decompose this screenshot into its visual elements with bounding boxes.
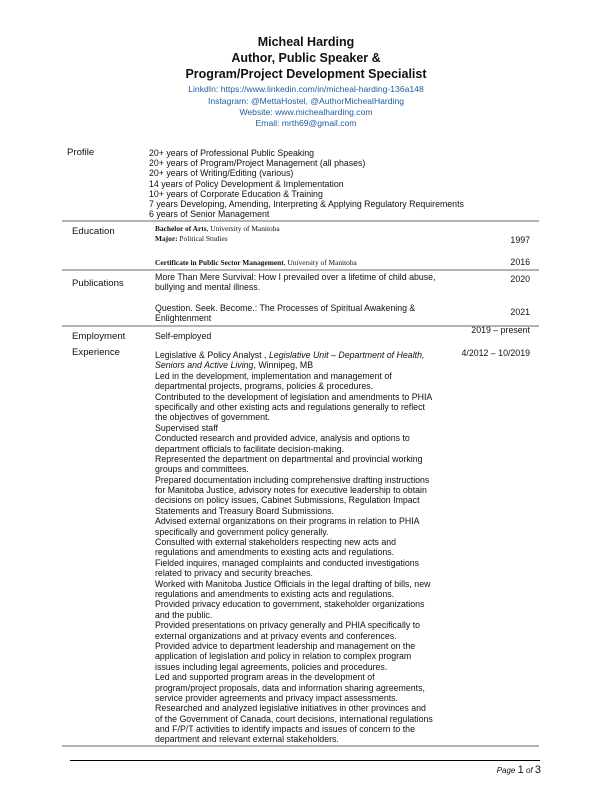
page-number: Page 1 of 3 bbox=[496, 764, 541, 776]
job-duty-line: Supervised staff bbox=[155, 422, 218, 433]
job-title-1: Self-employed bbox=[155, 331, 212, 341]
footer-rule bbox=[70, 760, 540, 761]
job-duty-line: program/project proposals, data and information sharing agreements, bbox=[155, 682, 425, 693]
linkedin-link[interactable]: LinkdIn: https://www.linkedin.com/in/micheal-harding-136a148 bbox=[188, 84, 424, 94]
job-duty-line: Represented the department on departmental and provincial working bbox=[155, 453, 423, 464]
profile-item: 7 years Developing, Amending, Interpreting & Applying Regulatory Requirements bbox=[149, 199, 464, 210]
section-divider bbox=[62, 220, 539, 222]
job-duty-line: Led in the development, implementation and management of bbox=[155, 370, 392, 381]
job-duty-line: issues including legal agreements, policies and procedures. bbox=[155, 661, 388, 672]
job-duty-line: Consulted with external stakeholders respecting new acts and bbox=[155, 537, 397, 548]
job-duty-line: Advised external organizations on their programs in relation to PHIA bbox=[155, 516, 420, 527]
education-degree-1: Bachelor of Arts, University of Manitoba bbox=[155, 224, 280, 233]
job-duty-line: Conducted research and provided advice, analysis and options to bbox=[155, 433, 410, 444]
publications-label: Publications bbox=[72, 278, 124, 289]
job-duty-line: Fielded inquires, managed complaints and conducted investigations bbox=[155, 557, 420, 568]
section-divider bbox=[62, 325, 539, 327]
job-duty-line: regulations and amendments to existing acts and regulations. bbox=[155, 547, 395, 558]
profile-list bbox=[149, 148, 464, 219]
job-duty-line: groups and committees. bbox=[155, 464, 249, 475]
job-duty-line: department officials to facilitate decision-making. bbox=[155, 443, 345, 454]
job-dates-1: 2019 – present bbox=[471, 325, 530, 335]
job-duty-line: Prepared documentation including comprehensive drafting instructions bbox=[155, 474, 430, 485]
job-duty-line: application of legislation and policy in relation to complex program bbox=[155, 651, 412, 662]
profile-item: 10+ years of Corporate Education & Training bbox=[149, 188, 323, 199]
profile-item: 20+ years of Writing/Editing (various) bbox=[149, 168, 294, 179]
job-duty-line: Led and supported program areas in the development of bbox=[155, 672, 375, 683]
job-duty-line: Statements and Treasury Board Submissions. bbox=[155, 505, 334, 516]
education-year-1: 1997 bbox=[510, 235, 530, 245]
employment-label: Employment bbox=[72, 331, 126, 342]
job-duty-line: and F/P/T activities to identify impacts and issues of concern to the bbox=[155, 724, 415, 735]
job-2-description: Legislative & Policy Analyst , Legislative Unit – Department of Health, Seniors and Active Living, Winnipeg, MB Led in the development, implementation and management of departmental projects, programs, policies & procedures. Contributed to the development of legislation and amendments to PHIA specifically and other existing acts and regulations generally to reflect the objectives of government. Supervised staff Conducted research and provided advice, analysis and options to department officials to facilitate decision-making. Represented the department on departmental and provincial working groups and committees. Prepared documentation including comprehensive drafting instructions for Manitoba Justice, advisory notes for executive leadership to obtain decisions on policy issues, Cabinet Submissions, Regulation Impact Statements and Treasury Board Submissions. Advised external organizations on their programs in relation to PHIA specifically and government policy generally. Consulted with external stakeholders respecting new acts and regulations and amendments to existing acts and regulations. Fielded inquires, managed complaints and conducted investigations related to privacy and security breaches. Worked with Manitoba Justice Officials in the legal drafting of bills, new regulations and amendments to existing acts and regulations. Provided privacy education to government, stakeholder organizations and the public. Provided presentations on privacy generally and PHIA specifically to external organizations and at privacy events and conferences. Provided advice to department leadership and management on the application of legislation and policy in relation to complex program issues including legal agreements, policies and procedures. Led and supported program areas in the development of program/project proposals, data and information sharing agreements, service provider agreements and privacy impact assessments. Researched and analyzed legislative initiatives in other provinces and of the Government of Canada, court decisions, international regulations and F/P/T activities to identify impacts and issues of concern to the department and relevant external stakeholders. bbox=[155, 350, 433, 745]
job-duty-line: Worked with Manitoba Justice Officials in the legal drafting of bills, new bbox=[155, 578, 431, 589]
job-duty-line: for Manitoba Justice, advisory notes for executive leadership to obtain bbox=[155, 485, 427, 496]
education-degree-2: Certificate in Public Sector Management, University of Manitoba bbox=[155, 258, 357, 267]
job-duty-line: Researched and analyzed legislative initiatives in other provinces and bbox=[155, 703, 426, 714]
experience-label: Experience bbox=[72, 347, 120, 358]
instagram-link[interactable]: Instagram: @MettaHostel, @AuthorMichealHarding bbox=[207, 96, 405, 106]
website-link[interactable]: Website: www.michealharding.com bbox=[239, 107, 373, 117]
job-duty-line: specifically and other existing acts and regulations generally to reflect bbox=[155, 401, 425, 412]
job-duty-line: the objectives of government. bbox=[155, 412, 270, 423]
job-duty-line: Provided presentations on privacy generally and PHIA specifically to bbox=[155, 620, 421, 631]
job-duty-line: and the public. bbox=[155, 609, 213, 620]
job-duty-line: Contributed to the development of legislation and amendments to PHIA bbox=[155, 391, 433, 402]
job-duty-line: of the Government of Canada, court decisions, international regulations bbox=[155, 713, 433, 724]
profile-item: 20+ years of Professional Public Speaking bbox=[149, 148, 315, 158]
job-duty-line: departmental projects, programs, policies & procedures. bbox=[155, 381, 374, 392]
job-duty-line: decisions on policy issues, Cabinet Submissions, Regulation Impact bbox=[155, 495, 420, 506]
job-duty-line: Provided advice to department leadership and management on the bbox=[155, 640, 416, 651]
job-duty-line: external organizations and at privacy events and conferences. bbox=[155, 630, 397, 641]
publication-year-1: 2020 bbox=[510, 274, 530, 284]
publication-1: More Than Mere Survival: How I prevailed over a lifetime of child abuse, bullying and mental illness. bbox=[155, 272, 436, 293]
job-duty-line: related to privacy and security breaches. bbox=[155, 568, 313, 579]
job-duty-line: department and relevant external stakeholders. bbox=[155, 734, 339, 745]
publication-2: Question. Seek. Become.: The Processes of Spiritual Awakening & Enlightenment bbox=[155, 303, 416, 324]
job-duty-line: regulations and amendments to existing acts and regulations. bbox=[155, 588, 395, 599]
email-link[interactable]: Email: mrth69@gmail.com bbox=[255, 118, 357, 128]
profile-label: Profile bbox=[67, 147, 95, 158]
job-duty-line: specifically and government policy generally. bbox=[155, 526, 329, 537]
profile-item: 6 years of Senior Management bbox=[149, 209, 270, 220]
name-heading: Micheal Harding bbox=[257, 35, 355, 49]
job-dates-2: 4/2012 – 10/2019 bbox=[461, 348, 530, 358]
profile-item: 14 years of Policy Development & Implementation bbox=[149, 178, 344, 189]
job-duty-line: service provider agreements and privacy impact assessments. bbox=[155, 692, 398, 703]
section-divider bbox=[62, 745, 539, 747]
education-year-2: 2016 bbox=[510, 257, 530, 267]
job-title-2: Legislative & Policy Analyst , Legislative Unit – Department of Health, bbox=[155, 350, 425, 360]
profile-item: 20+ years of Program/Project Management (all phases) bbox=[149, 158, 366, 169]
publication-year-2: 2021 bbox=[510, 307, 530, 317]
education-major: Major: Political Studies bbox=[155, 234, 228, 243]
education-label: Education bbox=[72, 226, 115, 237]
title-line-2: Program/Project Development Specialist bbox=[185, 67, 427, 81]
title-line-1: Author, Public Speaker & bbox=[231, 51, 381, 65]
section-divider bbox=[62, 269, 539, 271]
job-duty-line: Provided privacy education to government, stakeholder organizations bbox=[155, 599, 425, 610]
